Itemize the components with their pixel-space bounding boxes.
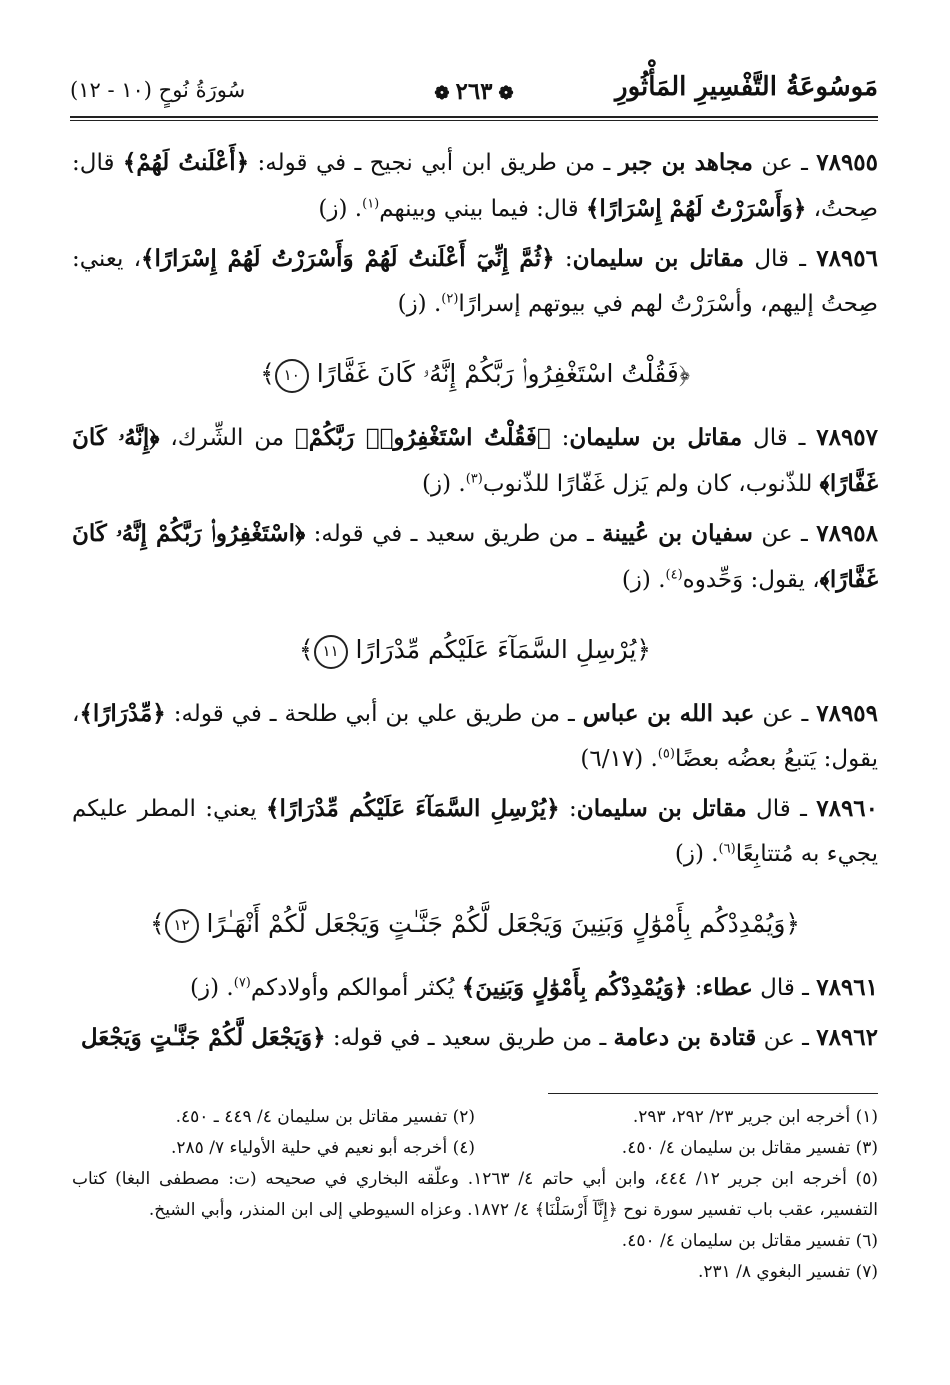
entry-text: . (ز) — [397, 291, 442, 317]
verse-number: ١١ — [314, 635, 348, 669]
entry-text: . (ز) — [318, 196, 363, 222]
entry-text: ـ قال — [744, 246, 817, 272]
entry-number: ٧٨٩٥٩ — [816, 700, 879, 727]
entry-number: ٧٨٩٦١ — [816, 974, 878, 1001]
entry-number: ٧٨٩٥٦ — [816, 245, 878, 272]
footnote-row — [72, 1102, 878, 1133]
entry-text: ـ قال — [742, 425, 817, 451]
footnote-2: (٢) تفسير مقاتل بن سليمان ٤/ ٤٤٩ ـ ٤٥٠. — [175, 1107, 475, 1127]
entry-text: ـ قال — [746, 796, 817, 822]
entry-number: ٧٨٩٦٢ — [816, 1024, 878, 1051]
ornament-icon: ❁ — [434, 83, 450, 104]
entry-text: ، يعني: صِحتُ إليهم، وأسْرَرْتُ لهم في بيوتهم إسرارًا — [72, 246, 878, 317]
quran-quote: ﴿مِّدْرَارًا﴾ — [79, 700, 166, 727]
quran-quote: ﴿أَعْلَنتُ لَهُمْ﴾ — [122, 149, 250, 176]
quran-verse — [72, 351, 878, 397]
entry-text: ـ من طريق ابن أبي نجيح ـ في قوله: — [249, 150, 619, 176]
footnotes — [72, 1102, 878, 1288]
footnote-7: (٧) تفسير البغوي ٨/ ٢٣١. — [697, 1262, 878, 1282]
surah-name: سُورَةُ نُوحٍ (١٠ - ١٢) — [70, 78, 246, 102]
quran-quote: ﴿وَأَسْرَرْتُ لَهُمْ إِسْرَارًا﴾ — [585, 195, 807, 222]
footnote-ref: (٣) — [465, 471, 483, 487]
entry-text: : — [559, 796, 577, 822]
footnote-5: (٥) أخرجه ابن جرير ١٢/ ٤٤٤، وابن أبي حاتم ٤/ ١٢٦٣. وعلّقه البخاري في صحيحه (ت: مصطفى البغا) كتاب التفسير، عقب باب تفسير سورة نوح ﴿إِنَّآ أَرْسَلْنَا﴾ ٤/ ١٨٧٢. وعزاه السيوطي إلى ابن المنذر، وأبي الشيخ. — [72, 1169, 878, 1220]
quran-quote: ﴿وَيُمْدِدْكُم بِأَمْوَٰلٍ وَبَنِينَ﴾ — [461, 974, 688, 1001]
main-text — [72, 140, 878, 1065]
entry-text: يعني: المطر عليكم يجيء به مُتتابِعًا — [72, 796, 878, 867]
entry-number: ٧٨٩٥٨ — [816, 520, 878, 547]
verse-text: ﴿فَقُلْتُ اسْتَغْفِرُوا۟ رَبَّكُمْ إِنَّهُۥ كَانَ غَفَّارًا — [316, 359, 690, 388]
narrator-name: عبد الله بن عباس — [582, 700, 755, 727]
narrator-name: مقاتل بن سليمان — [576, 795, 747, 822]
entry-text: . (ز) — [422, 471, 466, 497]
entry-text: : — [554, 246, 573, 272]
footnote-1: (١) أخرجه ابن جرير ٢٣/ ٢٩٢، ٢٩٣. — [632, 1107, 878, 1127]
page-number: ٢٦٣ — [455, 78, 493, 105]
narrator-name: مقاتل بن سليمان — [569, 424, 743, 451]
narrator-name: قتادة بن دعامة — [613, 1024, 757, 1051]
entry-text: ـ من طريق سعيد ـ في قوله: — [305, 521, 603, 547]
entry — [72, 691, 878, 782]
entry-text: . (ز) — [621, 567, 666, 593]
quran-quote: ﴿اسْتَغْفِرُوا۟ رَبَّكُمْ إِنَّهُۥ كَانَ غَفَّارًا﴾ — [72, 520, 878, 593]
narrator-name: سفيان بن عُيينة — [602, 520, 753, 547]
entry — [72, 965, 878, 1011]
entry-text: قال: فيما بيني وبينهم — [379, 196, 586, 222]
entry-text: ـ من طريق سعيد ـ في قوله: — [325, 1025, 614, 1051]
entry-text: ـ عن — [752, 521, 817, 547]
entry — [72, 415, 878, 507]
entry — [72, 140, 878, 232]
footnote-3: (٣) تفسير مقاتل بن سليمان ٤/ ٤٥٠. — [621, 1138, 878, 1158]
verse-bracket: ﴾ — [260, 359, 275, 388]
entry-number: ٧٨٩٥٥ — [816, 149, 879, 176]
header-divider — [70, 116, 878, 118]
quran-quote: ﴿يُرْسِلِ السَّمَآءَ عَلَيْكُم مِّدْرَارًا﴾ — [266, 795, 560, 822]
quran-quote: ﴿فَقُلْتُ اسْتَغْفِرُوا۟ رَبَّكُمْ﴾ — [294, 424, 551, 451]
entry-text: ـ عن — [756, 1025, 817, 1051]
entry-text: ـ عن — [753, 150, 817, 176]
entry-text: ، يقول: يَتبعُ بعضُه بعضًا — [72, 701, 878, 772]
page-header — [70, 60, 878, 114]
narrator-name: مقاتل بن سليمان — [572, 245, 745, 272]
verse-number: ١٢ — [165, 909, 199, 943]
footnote-ref: (٧) — [233, 975, 251, 991]
entry — [72, 511, 878, 603]
footnote-4: (٤) أخرجه أبو نعيم في حلية الأولياء ٧/ ٢٨٥. — [171, 1138, 475, 1158]
entry-text: . (٦/١٧) — [580, 746, 658, 772]
entry-text: . (ز) — [190, 975, 234, 1001]
footnote-ref: (٦) — [718, 841, 736, 857]
narrator-name: عطاء — [702, 974, 753, 1001]
footnote-ref: (٢) — [441, 291, 459, 307]
entry-number: ٧٨٩٦٠ — [816, 795, 879, 822]
entry-text: ـ قال — [752, 975, 817, 1001]
quran-quote: ﴿إِنَّهُۥ كَانَ غَفَّارًا﴾ — [72, 424, 878, 497]
entry-text: : — [550, 425, 570, 451]
ornament-icon: ❁ — [498, 83, 514, 104]
verse-text: ﴿يُرْسِلِ السَّمَآءَ عَلَيْكُم مِّدْرَارًا — [355, 635, 652, 664]
quran-verse — [72, 901, 878, 947]
header-divider — [70, 120, 878, 121]
verse-bracket: ﴾ — [149, 909, 165, 938]
entry-text: ـ من طريق علي بن أبي طلحة ـ في قوله: — [165, 701, 583, 727]
entry-text: : — [687, 975, 703, 1001]
quran-quote: ﴿وَيَجْعَل لَّكُمْ جَنَّـٰتٍ وَيَجْعَل — [80, 1024, 326, 1051]
entry-text: يُكثر أموالكم وأولادكم — [250, 975, 462, 1001]
entry-text: للذّنوب، كان ولم يَزل غَفّارًا للذّنوب — [482, 471, 820, 497]
footnote-ref: (١) — [362, 196, 380, 212]
entry — [72, 236, 878, 327]
footnote-row — [72, 1133, 878, 1164]
quran-quote: ﴿ثُمَّ إِنِّيٓ أَعْلَنتُ لَهُمْ وَأَسْرَرْتُ لَهُمْ إِسْرَارًا﴾ — [141, 245, 555, 272]
entry-number: ٧٨٩٥٧ — [816, 424, 879, 451]
footnote-divider — [548, 1093, 878, 1094]
entry-text: ـ عن — [754, 701, 817, 727]
entry-text: قال: صِحتُ، — [72, 150, 878, 222]
footnote-ref: (٤) — [665, 567, 683, 583]
book-title: مَوسُوعَةُ التَّفْسِيرِ المَأْثُورِ — [615, 72, 878, 102]
entry-text: . (ز) — [674, 841, 719, 867]
entry — [72, 1015, 878, 1061]
entry-text: من الشِّرك، — [159, 425, 295, 451]
entry-text: ، يقول: وَحِّدوه — [682, 567, 820, 593]
verse-number: ١٠ — [275, 359, 309, 393]
footnote-6: (٦) تفسير مقاتل بن سليمان ٤/ ٤٥٠. — [621, 1231, 878, 1251]
verse-bracket: ﴾ — [298, 635, 314, 664]
footnote-ref: (٥) — [657, 746, 675, 762]
entry — [72, 786, 878, 877]
quran-verse — [72, 627, 878, 673]
narrator-name: مجاهد بن جبر — [618, 149, 754, 176]
verse-text: ﴿وَيُمْدِدْكُم بِأَمْوَٰلٍ وَبَنِينَ وَيَجْعَل لَّكُمْ جَنَّـٰتٍ وَيَجْعَل لَّكُمْ أَنْهَـٰرًا — [206, 909, 801, 938]
